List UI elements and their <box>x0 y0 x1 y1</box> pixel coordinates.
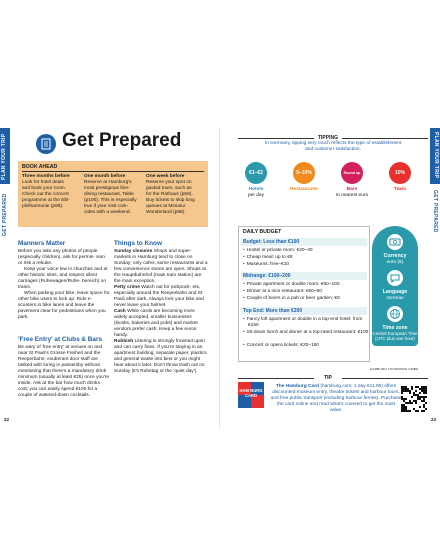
budget-band <box>241 307 367 315</box>
divider <box>238 138 314 139</box>
info-column <box>372 226 427 346</box>
tip-label: Restaurants <box>290 187 318 192</box>
divider <box>238 378 314 379</box>
budget-item: • Sit-down lunch and dinner at a top-rated restaurant: €100 <box>243 330 370 336</box>
divider <box>22 171 204 172</box>
things-text <box>114 249 209 375</box>
info-value: German <box>386 296 404 301</box>
col-heading: One month before <box>84 174 126 179</box>
page-title: Get Prepared <box>62 130 182 151</box>
tipping-subtitle <box>238 141 428 153</box>
col-line: Reserve your spot on <box>146 180 192 185</box>
budget-item: • Hostel or private room: €20–40 <box>243 248 365 254</box>
budget-item: • Cheap meal: up to €8 <box>243 255 365 261</box>
book-ahead-col-2 <box>84 174 142 216</box>
daily-budget-box <box>238 226 370 362</box>
col-line: cides with a weekend. <box>84 210 131 215</box>
tip-bold: The Hamburg Card <box>275 384 319 389</box>
col-line: Check out the concert <box>22 192 69 197</box>
tip-circle <box>389 162 411 184</box>
col-line: Buy tickets to skip long <box>146 198 195 203</box>
tip-heading: TIP <box>324 375 332 381</box>
col-heading: Three months before <box>22 174 70 179</box>
right-side-tab <box>430 128 440 428</box>
book-ahead-col-3 <box>146 174 204 216</box>
book-ahead-col-1 <box>22 174 80 210</box>
globe-icon <box>387 306 403 322</box>
col-line: guided tours, such as <box>146 186 192 191</box>
paragraph: Be wary of 'free entry' at venues on and near St Pauli's Grosse Freiheit and the Reeperbahn; exuberant door staff are tasked with luring in passersby without mentioning that there's a mandatory drink minimum (usually at least €25) once you're inside. Ask at the bar how much drinks cost; you can easily spend €100 for a couple of watered-down cocktails. <box>18 345 110 398</box>
tip-sub: to nearest euro <box>335 192 369 198</box>
card-label: HAM BURG CARD <box>239 388 263 398</box>
manners-heading: Manners Matter <box>18 240 66 247</box>
tip-circle <box>245 162 267 184</box>
paragraph: Keep your voice low in churches and at other historic sites, and respect silent carriages (Ruhewagen/Ruhe- bereich) on trains. <box>18 267 108 290</box>
term-text: Littering is strongly frowned upon and can carry fines. If you're staying in an apartment building, separate paper, plastics and general waste into bins or you might hear about it later. Don't throw trash out on Sunday (it's Ruhetag or the 'quiet day'). <box>114 339 207 374</box>
col-line: philharmonie (p89). <box>22 204 64 209</box>
left-page <box>0 128 220 428</box>
speech-bubble-icon <box>387 270 403 286</box>
image-credit: HAMBURG TOURISMUS GMBH <box>370 367 419 371</box>
tip-body: (hamburg.com; 1 day €11.90) offers discounted museum entry, theatre tickets and harbour tours, and free public transport (including harbour ferries). Purchase the card online and read what's covered to get the most value. <box>270 384 402 413</box>
page-number: 23 <box>430 417 436 422</box>
book-ahead-box <box>18 161 208 227</box>
info-value: euro (€) <box>386 260 404 265</box>
tip-caption <box>376 187 424 193</box>
subtitle-line: and customer satisfaction. <box>305 147 361 152</box>
budget-item: • Museums: free–€10 <box>243 262 365 268</box>
info-label: Language <box>382 289 408 295</box>
tip-caption <box>232 187 280 198</box>
term: Petty crime <box>114 285 140 290</box>
page-number: 22 <box>4 417 10 422</box>
tip-label: Taxis <box>394 187 406 192</box>
budget-item: • Dinner at a nice restaurant: €50–60 <box>243 289 365 295</box>
book-ahead-heading: BOOK AHEAD <box>22 164 58 170</box>
checklist-icon <box>36 134 56 154</box>
paragraph: Before you take any photos of people (especially children), ask for permis- sion or risk a rebuke. <box>18 249 105 266</box>
term: Cash <box>114 309 126 314</box>
money-icon <box>387 234 403 250</box>
col-line: Wonderland (p88). <box>146 210 186 215</box>
info-value: Central European Time (UTC plus one hour) <box>372 331 418 341</box>
manners-text <box>18 249 110 321</box>
hamburg-card-logo <box>238 382 264 408</box>
subtitle-line: In Germany, tipping very much reflects the type of establishment <box>264 141 402 146</box>
paragraph: When parking your bike, leave space for other bike users to lock up. Ride e-scooters in bike lanes and leave the pavement clear for pedestrians when you park. <box>18 291 110 320</box>
things-heading: Things to Know <box>114 240 162 247</box>
tab-label-top: PLAN YOUR TRIP <box>1 133 7 180</box>
tip-label: Hotels <box>248 187 264 192</box>
tip-circle <box>293 162 315 184</box>
tab-label: GET PREPARED <box>2 193 8 236</box>
tip-amount: Round up <box>343 171 361 175</box>
tip-caption <box>280 187 328 193</box>
book-spread <box>0 128 440 428</box>
term-text: Watch out for pickpock- ets, especially around the Reeperbahn and St Pauli after dark. Always lock your bike and never leave your helmet. <box>114 285 204 308</box>
free-entry-text <box>18 345 110 399</box>
tab-label: GET PREPARED <box>432 190 438 233</box>
tip-text <box>270 384 402 414</box>
budget-band <box>241 238 367 246</box>
tab-label-top: PLAN YOUR TRIP <box>433 132 439 179</box>
tip-amount: €1–€2 <box>249 170 263 176</box>
col-heading: One week before <box>146 174 185 179</box>
tipping-heading: TIPPING <box>317 135 338 141</box>
band-label: Budget: Less than €100 <box>243 239 300 245</box>
budget-band <box>241 272 367 280</box>
qr-code[interactable] <box>401 386 427 412</box>
col-line: queues at Miniatur <box>146 204 186 209</box>
left-side-tab <box>0 128 10 428</box>
budget-item: • Couple of beers in a pub or beer garden: €8 <box>243 296 365 302</box>
budget-heading: DAILY BUDGET <box>243 229 282 235</box>
col-line: Look for hotel deals <box>22 180 64 185</box>
band-label: Midrange: €100–200 <box>243 273 291 279</box>
info-label: Currency <box>383 253 407 259</box>
term-text: Shops and super- markets in Hamburg tend to close on Sunday; only cafes, some restaurants and a few convenience stores are open. Shops at the Hauptbahnhof (main train station) are the main exception. <box>114 249 208 284</box>
tip-sub: per day <box>248 192 264 198</box>
tip-amount: 5–10% <box>296 170 312 176</box>
divider <box>342 378 428 379</box>
tip-label: Bars <box>346 187 358 192</box>
col-line: for the Rathaus (p58). <box>146 192 193 197</box>
band-label: Top End: More than €200 <box>243 308 303 314</box>
budget-item: • Fancy loft apartment or double in a top-end hotel: from €150 <box>243 317 370 329</box>
term-text: While cards are becoming more widely accepted, smaller businesses (kiosks, bakeries and pubs) and market vendors prefer cash. Keep a few euros handy. <box>114 309 198 338</box>
right-page <box>220 128 440 428</box>
col-line: Reserve at Hamburg's <box>84 180 132 185</box>
info-label: Time zone <box>382 325 408 331</box>
col-line: (p100). This is especially <box>84 198 137 203</box>
free-entry-heading: 'Free Entry' at Clubs & Bars <box>18 336 103 343</box>
term: Sunday closures <box>114 249 153 254</box>
term: Rubbish <box>114 339 134 344</box>
col-line: dining restaurant, Table <box>84 192 134 197</box>
col-line: most prestigious fine- <box>84 186 130 191</box>
col-line: and book your room. <box>22 186 66 191</box>
tip-circle <box>341 162 363 184</box>
divider <box>342 138 428 139</box>
col-line: true if your visit coin- <box>84 204 128 209</box>
budget-item: • Private apartment or double room: €60–100 <box>243 282 365 288</box>
tip-amount: 10% <box>394 170 405 176</box>
tip-caption <box>328 187 376 198</box>
col-line: programme at the Elb- <box>22 198 70 203</box>
budget-item: • Concert or opera tickets: €20–150 <box>243 343 365 349</box>
